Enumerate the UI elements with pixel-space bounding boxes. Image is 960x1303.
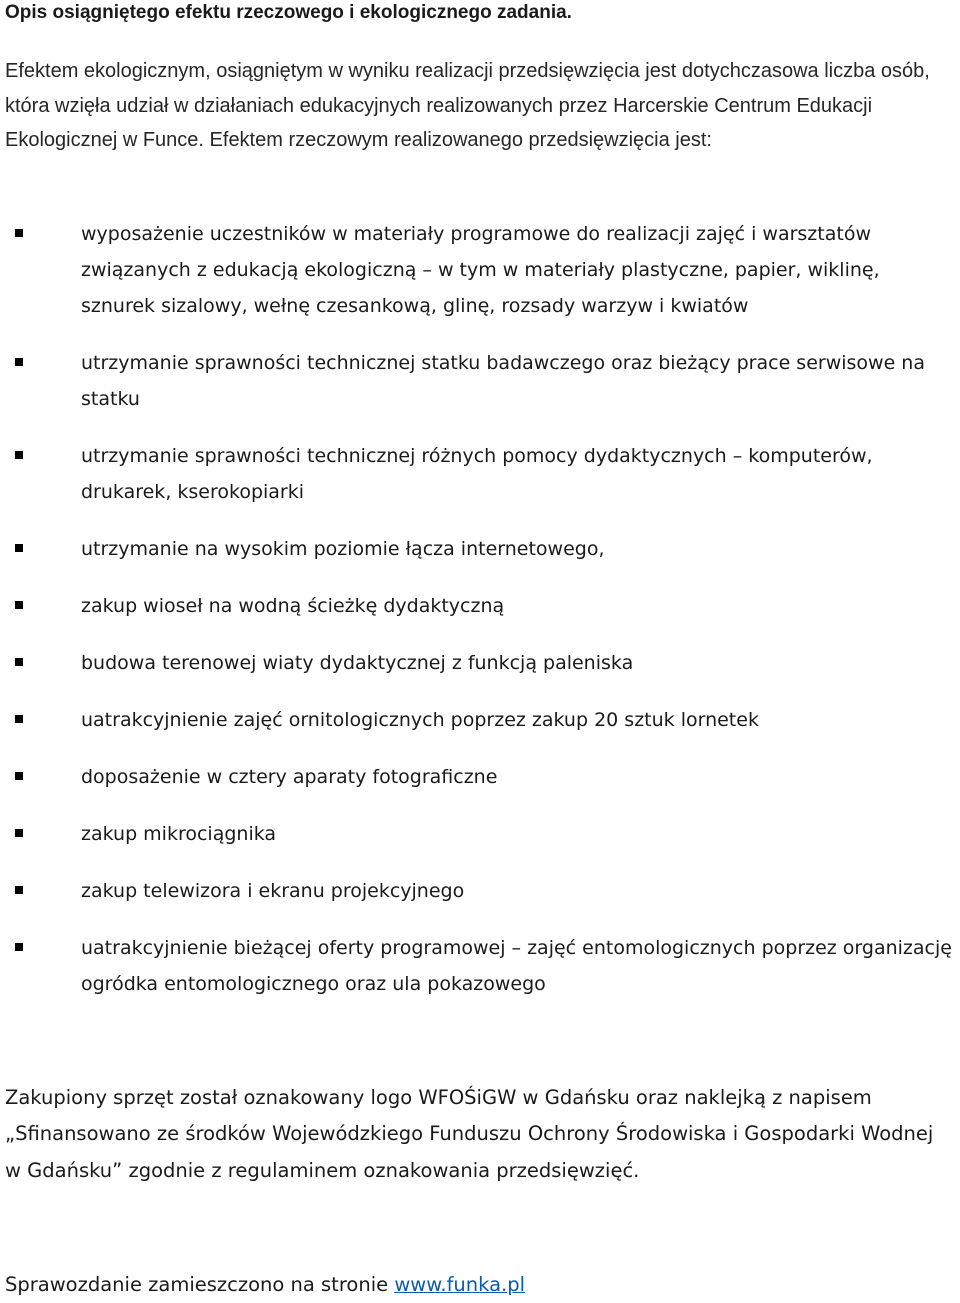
list-item-text: uatrakcyjnienie bieżącej oferty programowej – zajęć entomologicznych poprzez organizację ogródka entomologicznego oraz ula pokazowego [81, 937, 952, 995]
square-bullet-icon [15, 658, 23, 666]
intro-paragraph: Efektem ekologicznym, osiągniętym w wyniku realizacji przedsięwzięcia jest dotychczasowa liczba osób, która wzięła udział w działaniach edukacyjnych realizowanych przez Harcerskie Centrum Edukacji Ekologicznej w Funce. Efektem rzeczowym realizowanego przedsięwzięcia jest: [5, 60, 930, 152]
list-item-text: zakup mikrociągnika [81, 823, 277, 845]
list-item-text: uatrakcyjnienie zajęć ornitologicznych poprzez zakup 20 sztuk lornetek [81, 709, 759, 731]
list-item-text: doposażenie w cztery aparaty fotograficzne [81, 766, 498, 788]
square-bullet-icon [15, 943, 23, 951]
list-item-text: zakup telewizora i ekranu projekcyjnego [81, 880, 465, 902]
list-item [0, 930, 960, 1002]
list-item [0, 588, 960, 624]
list-item-text: budowa terenowej wiaty dydaktycznej z funkcją paleniska [81, 652, 634, 674]
square-bullet-icon [15, 229, 23, 237]
square-bullet-icon [15, 772, 23, 780]
report-text: Sprawozdanie zamieszczono na stronie [5, 1273, 395, 1296]
website-link[interactable]: www.funka.pl [394, 1273, 526, 1296]
list-item-text: utrzymanie sprawności technicznej różnych pomocy dydaktycznych – komputerów, drukarek, kserokopiarki [81, 445, 873, 503]
square-bullet-icon [15, 451, 23, 459]
list-item [0, 645, 960, 681]
effects-list [0, 216, 960, 1023]
list-item [0, 759, 960, 795]
list-item [0, 702, 960, 738]
square-bullet-icon [15, 601, 23, 609]
square-bullet-icon [15, 544, 23, 552]
square-bullet-icon [15, 829, 23, 837]
list-item-text: zakup wioseł na wodną ścieżkę dydaktyczną [81, 595, 505, 617]
list-item [0, 345, 960, 417]
list-item [0, 531, 960, 567]
square-bullet-icon [15, 886, 23, 894]
square-bullet-icon [15, 358, 23, 366]
list-item-text: utrzymanie sprawności technicznej statku badawczego oraz bieżący prace serwisowe na statku [81, 352, 925, 410]
report-line [5, 1267, 525, 1303]
list-item [0, 216, 960, 324]
list-item [0, 873, 960, 909]
list-item [0, 816, 960, 852]
list-item-text: utrzymanie na wysokim poziomie łącza internetowego, [81, 538, 605, 560]
list-item [0, 438, 960, 510]
labeling-note: Zakupiony sprzęt został oznakowany logo WFOŚiGW w Gdańsku oraz naklejką z napisem „Sfinansowano ze środków Wojewódzkiego Funduszu Ochrony Środowiska i Gospodarki Wodnej w Gdańsku” zgodnie z regulaminem oznakowania przedsięwzięć. [5, 1086, 934, 1182]
document-title: Opis osiągniętego efektu rzeczowego i ekologicznego zadania. [5, 2, 572, 23]
square-bullet-icon [15, 715, 23, 723]
list-item-text: wyposażenie uczestników w materiały programowe do realizacji zajęć i warsztatów związanych z edukacją ekologiczną – w tym w materiały plastyczne, papier, wiklinę, sznurek sizalowy, wełnę czesankową, glinę, rozsady warzyw i kwiatów [81, 223, 880, 317]
